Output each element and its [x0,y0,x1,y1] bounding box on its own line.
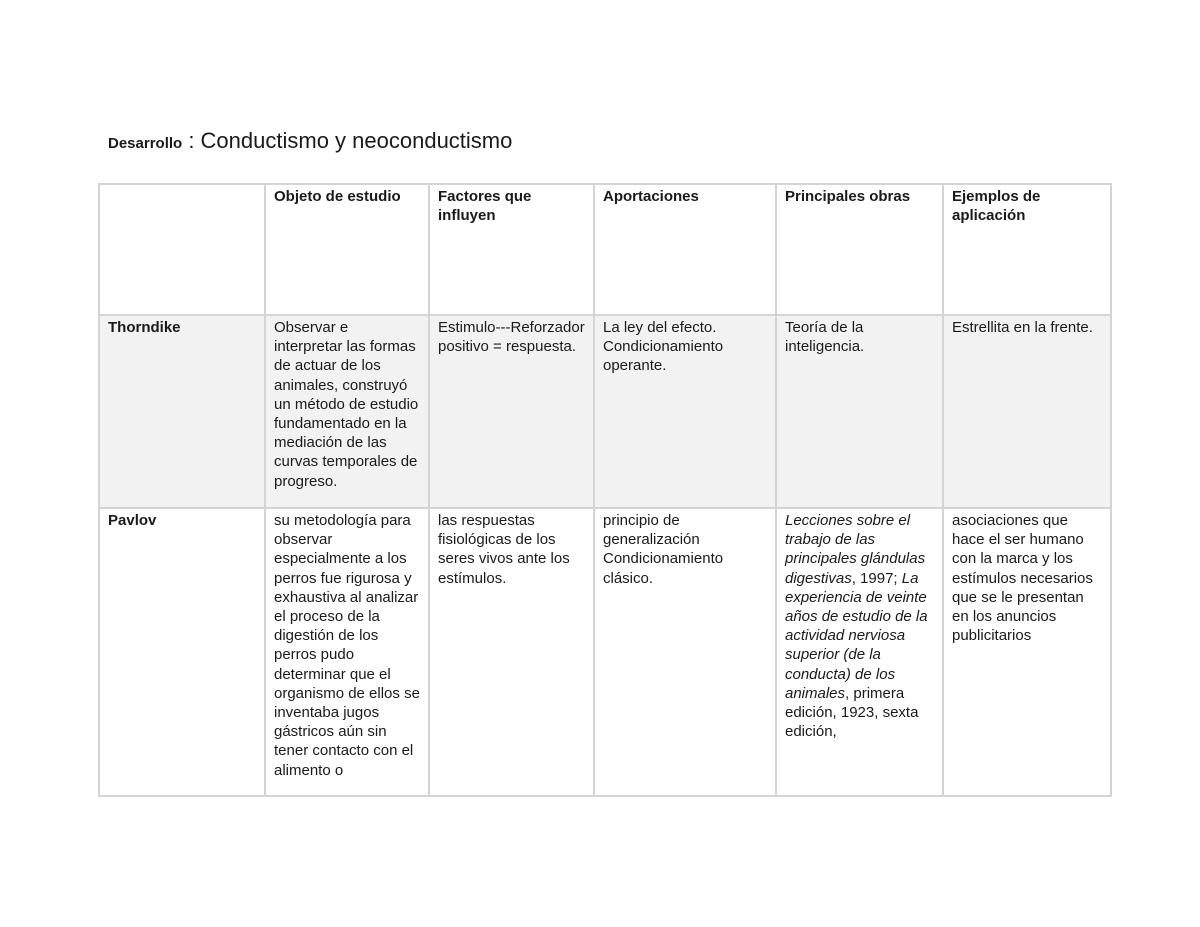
header-principales-obras: Principales obras [776,184,943,315]
pavlov-obras [776,508,943,796]
heading-separator: : [182,128,201,153]
header-aportaciones: Aportaciones [594,184,776,315]
thorndike-objeto: Observar e interpretar las formas de actuar de los animales, construyó un método de estudio fundamentado en la mediación de las curvas temporales de progreso. [265,315,429,508]
row-name-pavlov: Pavlov [99,508,265,796]
thorndike-factores: Estimulo---Reforzador positivo = respuesta. [429,315,594,508]
thorndike-aportaciones [594,315,776,508]
pavlov-aportacion-2: Condicionamiento clásico. [603,550,724,587]
thorndike-ejemplos: Estrellita en la frente. [943,315,1111,508]
page-title: Conductismo y neoconductismo [200,128,513,153]
thorndike-obras: Teoría de la inteligencia. [776,315,943,508]
header-cell-empty [99,184,265,315]
pavlov-obra-1-year: , 1997; [851,569,902,587]
pavlov-obra-2-title: La experiencia de veinte años de estudio de la actividad nerviosa superior (de la conducta) de los animales [785,569,928,702]
row-name-thorndike: Thorndike [99,315,265,508]
pavlov-aportacion-1: principio de generalización [603,512,700,549]
page-heading [108,128,512,154]
pavlov-factores: las respuestas fisiológicas de los seres vivos ante los estímulos. [429,508,594,796]
heading-label: Desarrollo [108,135,183,152]
table-header-row [99,184,1111,315]
pavlov-aportaciones [594,508,776,796]
thorndike-aportacion-1: La ley del efecto. [603,319,717,336]
table-row-thorndike [99,315,1111,508]
pavlov-objeto: su metodología para observar especialmente a los perros fue rigurosa y exhaustiva al analizar el proceso de la digestión de los perros pudo determinar que el organismo de ellos se inventaba jugos gástricos aún sin tener contacto con el alimento o [265,508,429,796]
comparison-table [98,183,1112,797]
pavlov-ejemplos: asociaciones que hace el ser humano con la marca y los estímulos necesarios que se le presentan en los anuncios publicitarios [943,508,1111,796]
header-factores: Factores que influyen [429,184,594,315]
table-row-pavlov [99,508,1111,796]
thorndike-aportacion-2: Condicionamiento operante. [603,338,724,375]
pavlov-obra-2-edition: , primera edición, 1923, sexta edición, [785,684,919,741]
header-objeto-de-estudio: Objeto de estudio [265,184,429,315]
header-ejemplos: Ejemplos de aplicación [943,184,1111,315]
pavlov-obra-1-title: Lecciones sobre el trabajo de las principales glándulas digestivas [785,512,926,587]
